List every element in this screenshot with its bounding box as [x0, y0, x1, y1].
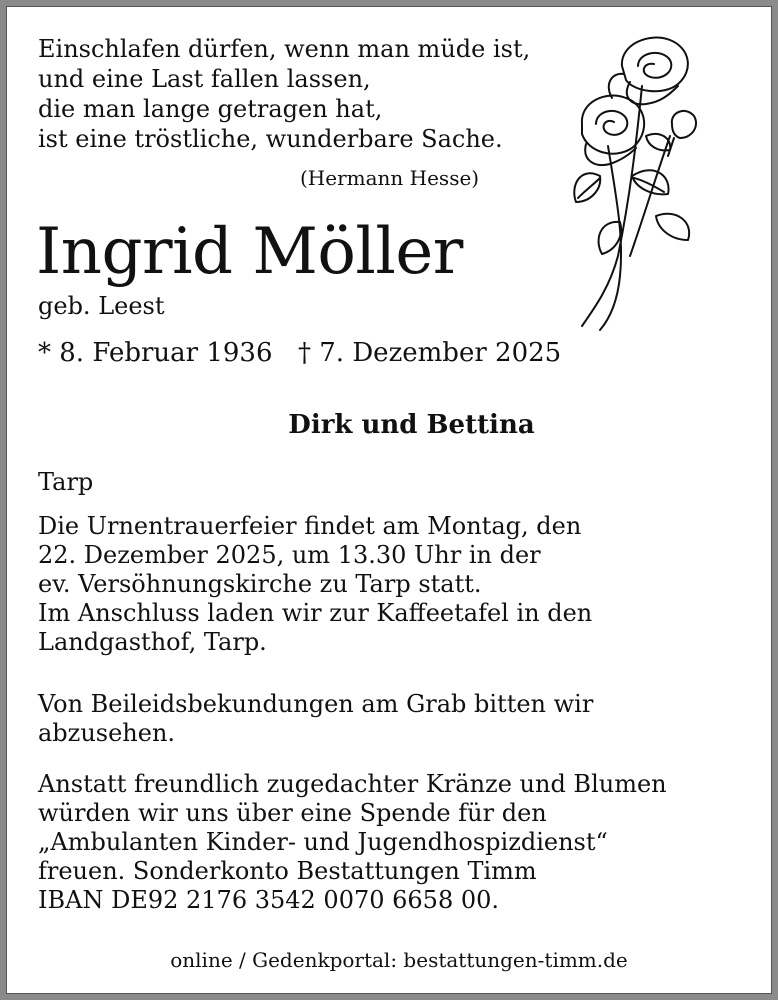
rose-illustration-icon: [560, 26, 720, 336]
place: Tarp: [38, 468, 94, 496]
poem-line: Einschlafen dürfen, wenn man müde ist,: [38, 35, 531, 63]
donation-line: freuen. Sonderkonto Bestattungen Timm: [38, 857, 537, 885]
birth-date: * 8. Februar 1936: [38, 338, 273, 368]
family-signature: Dirk und Bettina: [288, 410, 535, 440]
donation-line: Anstatt freundlich zugedachter Kränze und Blumen: [38, 770, 667, 798]
deceased-name: Ingrid Möller: [36, 215, 463, 289]
ceremony-line: 22. Dezember 2025, um 13.30 Uhr in der: [38, 541, 541, 569]
poem-line: und eine Last fallen lassen,: [38, 65, 371, 93]
ceremony-line: Die Urnentrauerfeier findet am Montag, den: [38, 512, 582, 540]
ceremony-line: Im Anschluss laden wir zur Kaffeetafel in den: [38, 599, 593, 627]
donation-line: „Ambulanten Kinder- und Jugendhospizdienst“: [38, 828, 608, 856]
poem-line: ist eine tröstliche, wunderbare Sache.: [38, 125, 503, 153]
death-date: † 7. Dezember 2025: [298, 338, 562, 368]
ceremony-line: Landgasthof, Tarp.: [38, 628, 267, 656]
ceremony-line: ev. Versöhnungskirche zu Tarp statt.: [38, 570, 482, 598]
online-portal: online / Gedenkportal: bestattungen-timm.de: [170, 948, 628, 972]
poem: [38, 34, 530, 154]
donation-notice: [38, 770, 667, 915]
poem-line: die man lange getragen hat,: [38, 95, 383, 123]
donation-line: würden wir uns über eine Spende für den: [38, 799, 547, 827]
condolences-line: Von Beileidsbekundungen am Grab bitten wir: [38, 690, 594, 718]
poem-author: (Hermann Hesse): [300, 166, 480, 190]
condolences-line: abzusehen.: [38, 719, 176, 747]
donation-line: IBAN DE92 2176 3542 0070 6658 00.: [38, 886, 500, 914]
maiden-name: geb. Leest: [38, 292, 165, 320]
condolences-notice: [38, 690, 593, 748]
ceremony-notice: [38, 512, 592, 657]
